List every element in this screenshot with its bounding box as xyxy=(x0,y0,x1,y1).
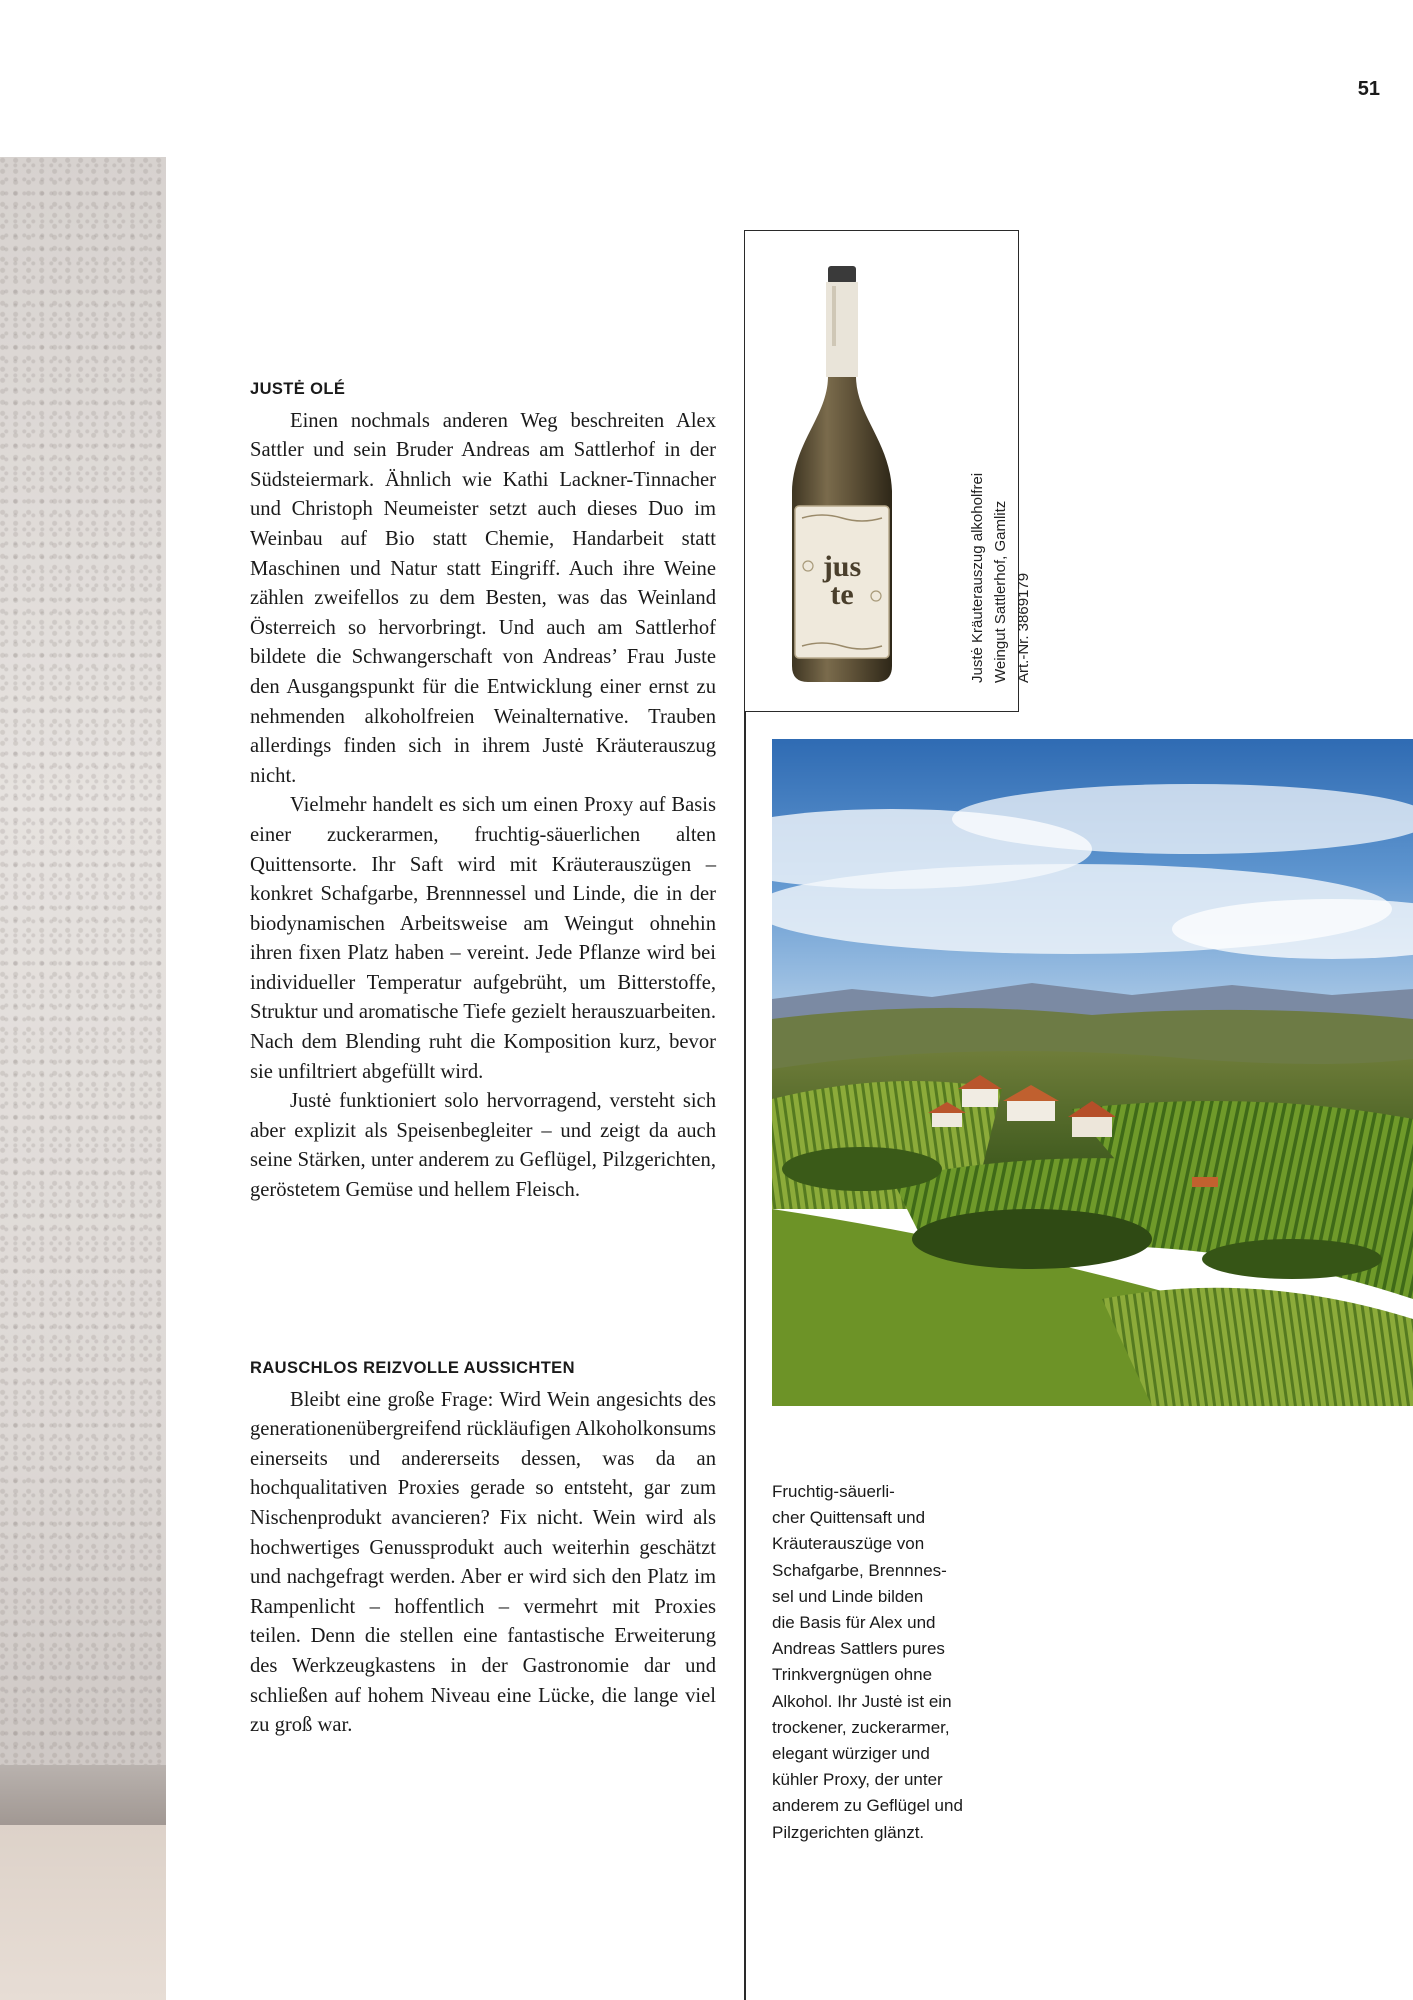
body-paragraph: Vielmehr handelt es sich um einen Proxy auf Basis einer zuckerarmen, fruchtig-säuerlichen alten Quittensorte. Ihr Saft wird mit Kräuterauszügen – konkret Schafgarbe, Brennnessel und Linde, die in der biodynamischen Arbeitsweise am Weingut ohnehin ihren fixen Platz haben – vereint. Jede Pflanze wird bei individueller Temperatur aufgebrüht, um Bitterstoffe, Struktur und aromatische Tiefe gezielt herauszuarbeiten. Nach dem Blending ruht die Komposition kurz, bevor sie unfiltriert abgefüllt wird. xyxy=(250,794,716,1083)
wine-bottle-image xyxy=(782,266,902,686)
photo-caption: Fruchtig-säuerli- cher Quittensaft und Kräuterauszüge von Schafgarbe, Brennnes- sel und Linde bilden die Basis für Alex und Andreas Sattlers pures Trinkvergnügen ohne Alkohol. Ihr Justė ist ein trockener, zuckerarmer, elegant würziger und kühler Proxy, der unter anderem zu Geflügel und Pilzgerichten glänzt. xyxy=(772,1482,963,1842)
product-caption-line: Weingut Sattlerhof, Gamlitz xyxy=(992,500,1009,683)
article-section-aussichten xyxy=(250,1354,716,1741)
product-caption-line: Art.-Nr. 3869179 xyxy=(1015,572,1032,683)
body-paragraph: Bleibt eine große Frage: Wird Wein angesichts des generationenübergreifend rückläufigen Alkoholkonsums einerseits und andererseits dessen, was da an hochqualitativen Proxies gerade so entsteht, gar zum Nischenprodukt avancieren? Fix nicht. Wein wird als hochwertiges Genussprodukt auch weiterhin geschätzt und nachgefragt werden. Aber er wird sich den Platz im Rampenlicht – hoffentlich – vermehrt mit Proxies teilen. Denn die stellen eine fantastische Erweiterung des Werkzeugkastens in der Gastronomie dar und schließen auf hohem Niveau eine Lücke, die lange viel zu groß war. xyxy=(250,1388,716,1737)
bottle-label-te: te xyxy=(830,578,854,611)
bottle-label-jus: jus xyxy=(822,550,862,583)
product-caption xyxy=(966,473,1035,683)
wall-photo xyxy=(0,157,166,2000)
wall-shadow xyxy=(0,1765,166,1825)
section-heading-juste-ole: JUSTĖ OLÉ xyxy=(250,380,346,398)
article-section-juste-ole xyxy=(250,375,716,1206)
body-paragraph: Einen nochmals anderen Weg beschreiten Alex Sattler und sein Bruder Andreas am Sattlerhof in der Südsteiermark. Ähnlich wie Kathi Lackner-Tinnacher und Christoph Neumeister setzt auch dieses Duo im Weinbau auf Bio statt Chemie, Handarbeit statt Maschinen und Natur statt Eingriff. Auch ihre Weine zählen zweifellos zu dem Besten, was das Weinland Österreich so hervorbringt. Und auch am Sattlerhof bildete die Schwangerschaft von Andreas’ Frau Juste den Ausgangspunkt für die Entwicklung einer ernst zu nehmenden alkoholfreien Weinalternative. Trauben allerdings finden sich in ihrem Justė Kräuterauszug nicht. xyxy=(250,409,716,787)
page-number: 51 xyxy=(1357,78,1380,100)
product-caption-line: Justė Kräuterauszug alkoholfrei xyxy=(969,472,986,683)
wall-floor xyxy=(0,1825,166,2000)
section-heading-aussichten: RAUSCHLOS REIZVOLLE AUSSICHTEN xyxy=(250,1359,575,1377)
body-paragraph: Justė funktioniert solo hervorragend, versteht sich aber explizit als Speisenbegleiter – und zeigt da auch seine Stärken, unter anderem zu Geflügel, Pilzgerichten, geröstetem Gemüse und hellem Fleisch. xyxy=(250,1090,716,1202)
vineyard-landscape-photo xyxy=(772,739,1413,1406)
